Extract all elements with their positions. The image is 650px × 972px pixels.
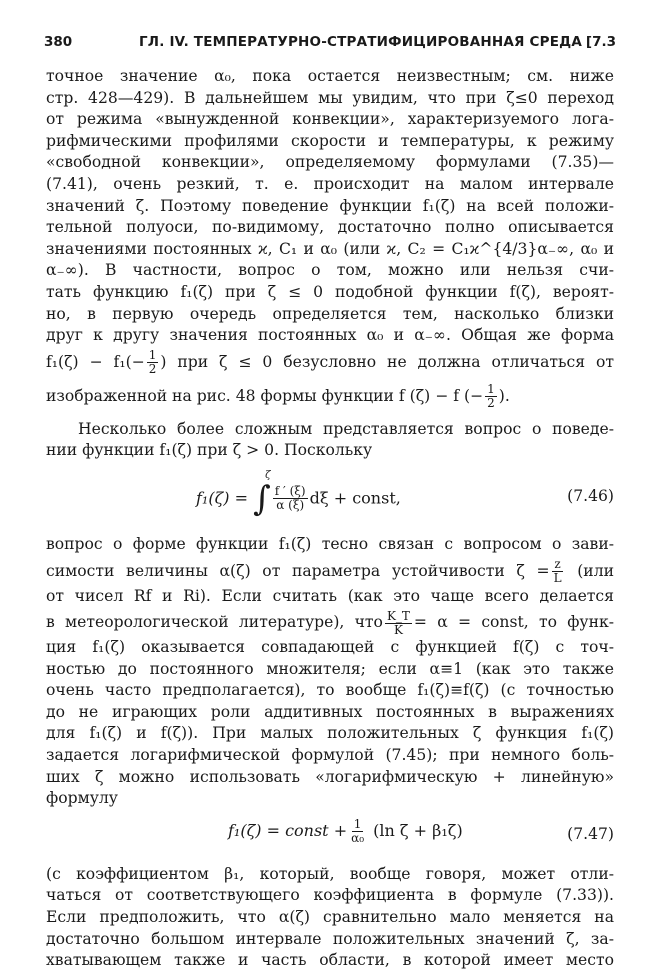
text-line: очень часто предполагается), то вообще f₁(ζ)≡f(ζ) (с точностью	[46, 681, 614, 700]
text-line: (7.41), очень резкий, т. е. происходит на малом интервале	[46, 174, 614, 193]
text-line: чаться от соответствующего коэффициента в формуле (7.33)).	[46, 886, 614, 905]
text-line: достаточно большом интервале положительных значений ζ, за-	[46, 929, 614, 948]
text-line: Несколько более сложным представляется вопрос о поведе-	[78, 419, 614, 438]
text-line: хватывающем также и часть области, в которой имеет место	[46, 951, 614, 970]
inline-expression: f₁(ζ) − f₁(−	[46, 352, 145, 371]
text-line-with-fraction: f₁(ζ) − f₁(− $\frac{1}{2}$ ) при ζ ≤ 0 безусловно не должна отличаться от	[46, 348, 614, 377]
text-line: но, в первую очередь определяется тем, насколько близки	[46, 304, 614, 323]
integrand-fraction: $\frac{f ' (\xi)}{\alpha (\xi)}$	[274, 484, 306, 513]
integral-sign: ∫ ζ	[253, 469, 271, 519]
section-marker: [7.3	[585, 34, 616, 50]
text-line: тать функцию f₁(ζ) при ζ ≤ 0 подобной функции f(ζ), вероят-	[46, 282, 614, 301]
text-line: точное значение α₀, пока остается неизвестным; см. ниже	[46, 67, 614, 85]
text-line: для f₁(ζ) и f(ζ)). При малых положительных ζ функция f₁(ζ)	[46, 724, 614, 743]
page-body	[46, 66, 614, 972]
text-line: Если предположить, что α(ζ) сравнительно мало меняется на	[46, 908, 614, 927]
inline-fraction: $\frac{1}{2}$	[487, 382, 495, 411]
text-line: друг к другу значения постоянных α₀ и α₋∞. Общая же форма	[46, 326, 614, 345]
text-line: до не играющих роли аддитивных постоянных в выражениях	[46, 702, 614, 721]
text-line: ностью до постоянного множителя; если α≡1 (как это также	[46, 659, 614, 678]
text-line: ших ζ можно использовать «логарифмическую + линейную»	[46, 767, 614, 786]
text-line-with-fraction: в метеорологической литературе), что $\frac{K\_T}{K}$ = α = const, то функ-	[46, 608, 614, 637]
text-line: «свободной конвекции», определяемому формулами (7.35)—	[46, 153, 614, 172]
text-line: от режима «вынужденной конвекции», характеризуемого лога-	[46, 110, 614, 129]
inline-text: при ζ ≤ 0 безусловно не должна отличаться от	[177, 352, 614, 371]
integral-upper-limit: ζ	[265, 469, 271, 481]
text-line: вопрос о форме функции f₁(ζ) тесно связан с вопросом о зави-	[46, 534, 614, 553]
text-line: (с коэффициентом β₁, который, вообще говоря, может отли-	[46, 864, 614, 883]
text-line: α₋∞). В частности, вопрос о том, можно или нельзя счи-	[46, 261, 614, 280]
equation-7-47	[46, 814, 614, 858]
text-line-with-fraction: изображенной на рис. 48 формы функции f (ζ) − f (− $\frac{1}{2}$ ).	[46, 382, 510, 411]
running-header	[44, 34, 616, 54]
equation-expression: f₁(ζ) = ∫ ζ $\frac{f ' (\xi)}{\alpha (\xi)}$ dξ + const,	[196, 469, 401, 519]
equation-fraction: $\frac{1}{\text{α₀}}$	[351, 816, 365, 845]
inline-fraction: $\frac{K\_T}{K}$	[386, 608, 410, 637]
text-line: формулу	[46, 789, 118, 808]
chapter-title: ГЛ. IV. ТЕМПЕРАТУРНО-СТРАТИФИЦИРОВАННАЯ СРЕДА	[139, 34, 583, 50]
equation-number: (7.46)	[567, 486, 614, 505]
inline-expression: f (ζ) − f (−	[398, 386, 484, 405]
page-number: 380	[44, 34, 73, 50]
inline-fraction: $\frac{z}{L}$	[553, 557, 562, 585]
text-line: значений ζ. Поэтому поведение функции f₁(ζ) на всей положи-	[46, 196, 614, 215]
text-line: ция f₁(ζ) оказывается совпадающей с функцией f(ζ) с точ-	[46, 638, 614, 657]
equation-7-46	[46, 470, 614, 526]
text-line: нии функции f₁(ζ) при ζ > 0. Поскольку	[46, 441, 373, 460]
text-line: значениями постоянных ϰ, C₁ и α₀ (или ϰ, C₂ = C₁ϰ^{4/3}α₋∞, α₀ и	[46, 239, 614, 258]
text-line: задается логарифмической формулой (7.45); при немного боль-	[46, 746, 614, 765]
equation-expression: f₁(ζ) = const + $\frac{1}{\text{α₀}}$ (ln ζ + β₁ζ)	[228, 816, 463, 845]
equation-number: (7.47)	[567, 824, 614, 843]
text-line: рифмическими профилями скорости и температуры, к режиму	[46, 131, 614, 150]
inline-text: изображенной на рис. 48 формы функции	[46, 386, 394, 405]
text-line: тельной полуоси, по-видимому, достаточно полно описывается	[46, 218, 614, 237]
text-line-with-fraction: симости величины α(ζ) от параметра устойчивости ζ = $\frac{z}{L}$ (или	[46, 557, 614, 585]
text-line: стр. 428—429). В дальнейшем мы увидим, что при ζ≤0 переход	[46, 88, 614, 107]
text-line: от чисел Rf и Ri). Если считать (как это чаще всего делается	[46, 586, 614, 605]
inline-fraction: $\frac{1}{2}$	[148, 348, 157, 377]
